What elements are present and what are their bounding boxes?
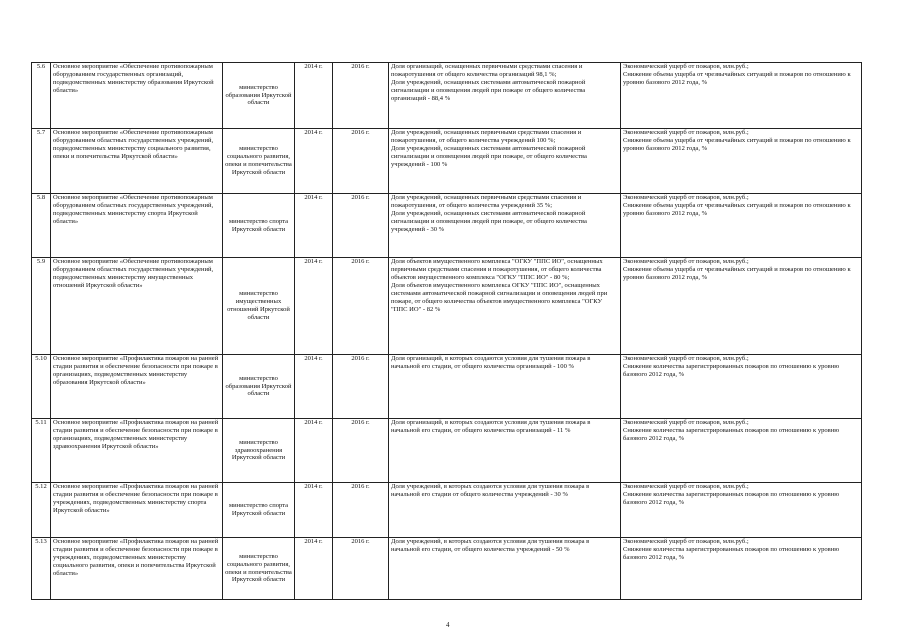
activity-cell: Основное мероприятие «Обеспечение противопожарным оборудованием областных государственных учреждений, подведомственных министерству социального развития, опеки и попечительства Иркутской области» <box>51 129 223 194</box>
responsible-cell: министерство имущественных отношений Иркутской области <box>223 258 295 355</box>
row-number: 5.8 <box>32 194 51 258</box>
responsible-cell: министерство здравоохранения Иркутской области <box>223 419 295 483</box>
start-year-cell: 2014 г. <box>295 63 333 129</box>
indicators-cell: Доля организаций, в которых создаются условия для тушения пожара в начальной его стадии, от общего количества организаций - 11 % <box>389 419 621 483</box>
end-year-cell: 2016 г. <box>333 129 389 194</box>
responsible-cell: министерство социального развития, опеки и попечительства Иркутской области <box>223 538 295 600</box>
end-year-cell: 2016 г. <box>333 63 389 129</box>
table-row <box>32 63 862 129</box>
row-number: 5.9 <box>32 258 51 355</box>
results-cell: Экономический ущерб от пожаров, млн.руб.; Снижение объема ущерба от чрезвычайных ситуаций и пожаров по отношению к уровню базового 2012 года, % <box>621 63 862 129</box>
activity-cell: Основное мероприятие «Обеспечение противопожарным оборудованием областных государственных учреждений, подведомственных министерству имущественных отношений Иркутской области» <box>51 258 223 355</box>
activity-cell: Основное мероприятие «Профилактика пожаров на ранней стадии развития и обеспечение безопасности при пожаре в учреждениях, подведомственных министерству спорта Иркутской области» <box>51 483 223 538</box>
indicators-cell: Доля учреждений, в которых создаются условия для тушения пожара в начальной его стадии от общего количества учреждений - 30 % <box>389 483 621 538</box>
program-measures-table <box>31 62 862 600</box>
activity-cell: Основное мероприятие «Обеспечение противопожарным оборудованием областных государственных учреждений, подведомственных министерству спорта Иркутской области» <box>51 194 223 258</box>
results-cell: Экономический ущерб от пожаров, млн.руб.; Снижение количества зарегистрированных пожаров по отношению к уровню базового 2012 года, % <box>621 355 862 419</box>
indicators-cell: Доля учреждений, оснащенных первичными средствами спасения и пожаротушения, от общего количества учреждений 100 %; Доля учреждений, оснащенных системами автоматической пожарной сигнализации и оповещения людей при пожаре, от общего количества учреждений - 100 % <box>389 129 621 194</box>
results-cell: Экономический ущерб от пожаров, млн.руб.; Снижение количества зарегистрированных пожаров по отношению к уровню базового 2012 года, % <box>621 538 862 600</box>
activity-cell: Основное мероприятие «Профилактика пожаров на ранней стадии развития и обеспечение безопасности при пожаре в учреждениях, подведомственных министерству социального развития, опеки и попечительства Иркутской области» <box>51 538 223 600</box>
end-year-cell: 2016 г. <box>333 258 389 355</box>
end-year-cell: 2016 г. <box>333 194 389 258</box>
results-cell: Экономический ущерб от пожаров, млн.руб.; Снижение количества зарегистрированных пожаров по отношению к уровню базового 2012 года, % <box>621 419 862 483</box>
document-sheet <box>31 62 862 600</box>
activity-cell: Основное мероприятие «Обеспечение противопожарным оборудованием государственных организаций, подведомственных министерству образования Иркутской области» <box>51 63 223 129</box>
row-number: 5.11 <box>32 419 51 483</box>
table-row <box>32 258 862 355</box>
indicators-cell: Доля организаций, в которых создаются условия для тушения пожара в начальной его стадии, от общего количества организаций - 100 % <box>389 355 621 419</box>
start-year-cell: 2014 г. <box>295 355 333 419</box>
table-row <box>32 355 862 419</box>
responsible-cell: министерство спорта Иркутской области <box>223 483 295 538</box>
start-year-cell: 2014 г. <box>295 194 333 258</box>
end-year-cell: 2016 г. <box>333 483 389 538</box>
responsible-cell: министерство образования Иркутской области <box>223 63 295 129</box>
activity-cell: Основное мероприятие «Профилактика пожаров на ранней стадии развития и обеспечение безопасности при пожаре в организациях, подведомственных министерству здравоохранения Иркутской области» <box>51 419 223 483</box>
table-row <box>32 194 862 258</box>
end-year-cell: 2016 г. <box>333 355 389 419</box>
results-cell: Экономический ущерб от пожаров, млн.руб.; Снижение объема ущерба от чрезвычайных ситуаций и пожаров по отношению к уровню базового 2012 года, % <box>621 258 862 355</box>
indicators-cell: Доля объектов имущественного комплекса "ОГКУ "ППС ИО", оснащенных первичными средствами спасения и пожаротушения, от общего количества объектов имущественного комплекса "ОГКУ "ППС ИО" - 80 %; Доля объектов имущественного комплекса ОГКУ "ППС ИО", оснащенных системами автоматической пожарной сигнализации и оповещения людей при пожаре, от общего количества объектов имущественного комплекса "ОГКУ "ППС ИО" - 82 % <box>389 258 621 355</box>
table-row <box>32 483 862 538</box>
end-year-cell: 2016 г. <box>333 538 389 600</box>
responsible-cell: министерство социального развития, опеки и попечительства Иркутской области <box>223 129 295 194</box>
responsible-cell: министерство образования Иркутской области <box>223 355 295 419</box>
row-number: 5.13 <box>32 538 51 600</box>
activity-cell: Основное мероприятие «Профилактика пожаров на ранней стадии развития и обеспечение безопасности при пожаре в организациях, подведомственных министерству образования Иркутской области» <box>51 355 223 419</box>
page-number: 4 <box>446 621 450 629</box>
row-number: 5.7 <box>32 129 51 194</box>
row-number: 5.6 <box>32 63 51 129</box>
indicators-cell: Доля учреждений, оснащенных первичными средствами спасения и пожаротушения, от общего количества учреждений 35 %; Доля учреждений, оснащенных системами автоматической пожарной сигнализации и оповещения людей при пожаре, от общего количества учреждений - 30 % <box>389 194 621 258</box>
results-cell: Экономический ущерб от пожаров, млн.руб.; Снижение объема ущерба от чрезвычайных ситуаций и пожаров по отношению к уровню базового 2012 года, % <box>621 194 862 258</box>
row-number: 5.10 <box>32 355 51 419</box>
responsible-cell: министерство спорта Иркутской области <box>223 194 295 258</box>
start-year-cell: 2014 г. <box>295 483 333 538</box>
end-year-cell: 2016 г. <box>333 419 389 483</box>
results-cell: Экономический ущерб от пожаров, млн.руб.; Снижение количества зарегистрированных пожаров по отношению к уровню базового 2012 года, % <box>621 483 862 538</box>
start-year-cell: 2014 г. <box>295 258 333 355</box>
table-row <box>32 538 862 600</box>
indicators-cell: Доля учреждений, в которых создаются условия для тушения пожара в начальной его стадии, от общего количества учреждений - 50 % <box>389 538 621 600</box>
start-year-cell: 2014 г. <box>295 129 333 194</box>
start-year-cell: 2014 г. <box>295 538 333 600</box>
results-cell: Экономический ущерб от пожаров, млн.руб.; Снижение объема ущерба от чрезвычайных ситуаций и пожаров по отношению к уровню базового 2012 года, % <box>621 129 862 194</box>
row-number: 5.12 <box>32 483 51 538</box>
start-year-cell: 2014 г. <box>295 419 333 483</box>
table-row <box>32 419 862 483</box>
indicators-cell: Доля организаций, оснащенных первичными средствами спасения и пожаротушения от общего количества организаций 98,1 %; Доля учреждений, оснащенных системами автоматической пожарной сигнализации и оповещения людей при пожаре от общего количества организаций - 88,4 % <box>389 63 621 129</box>
table-row <box>32 129 862 194</box>
